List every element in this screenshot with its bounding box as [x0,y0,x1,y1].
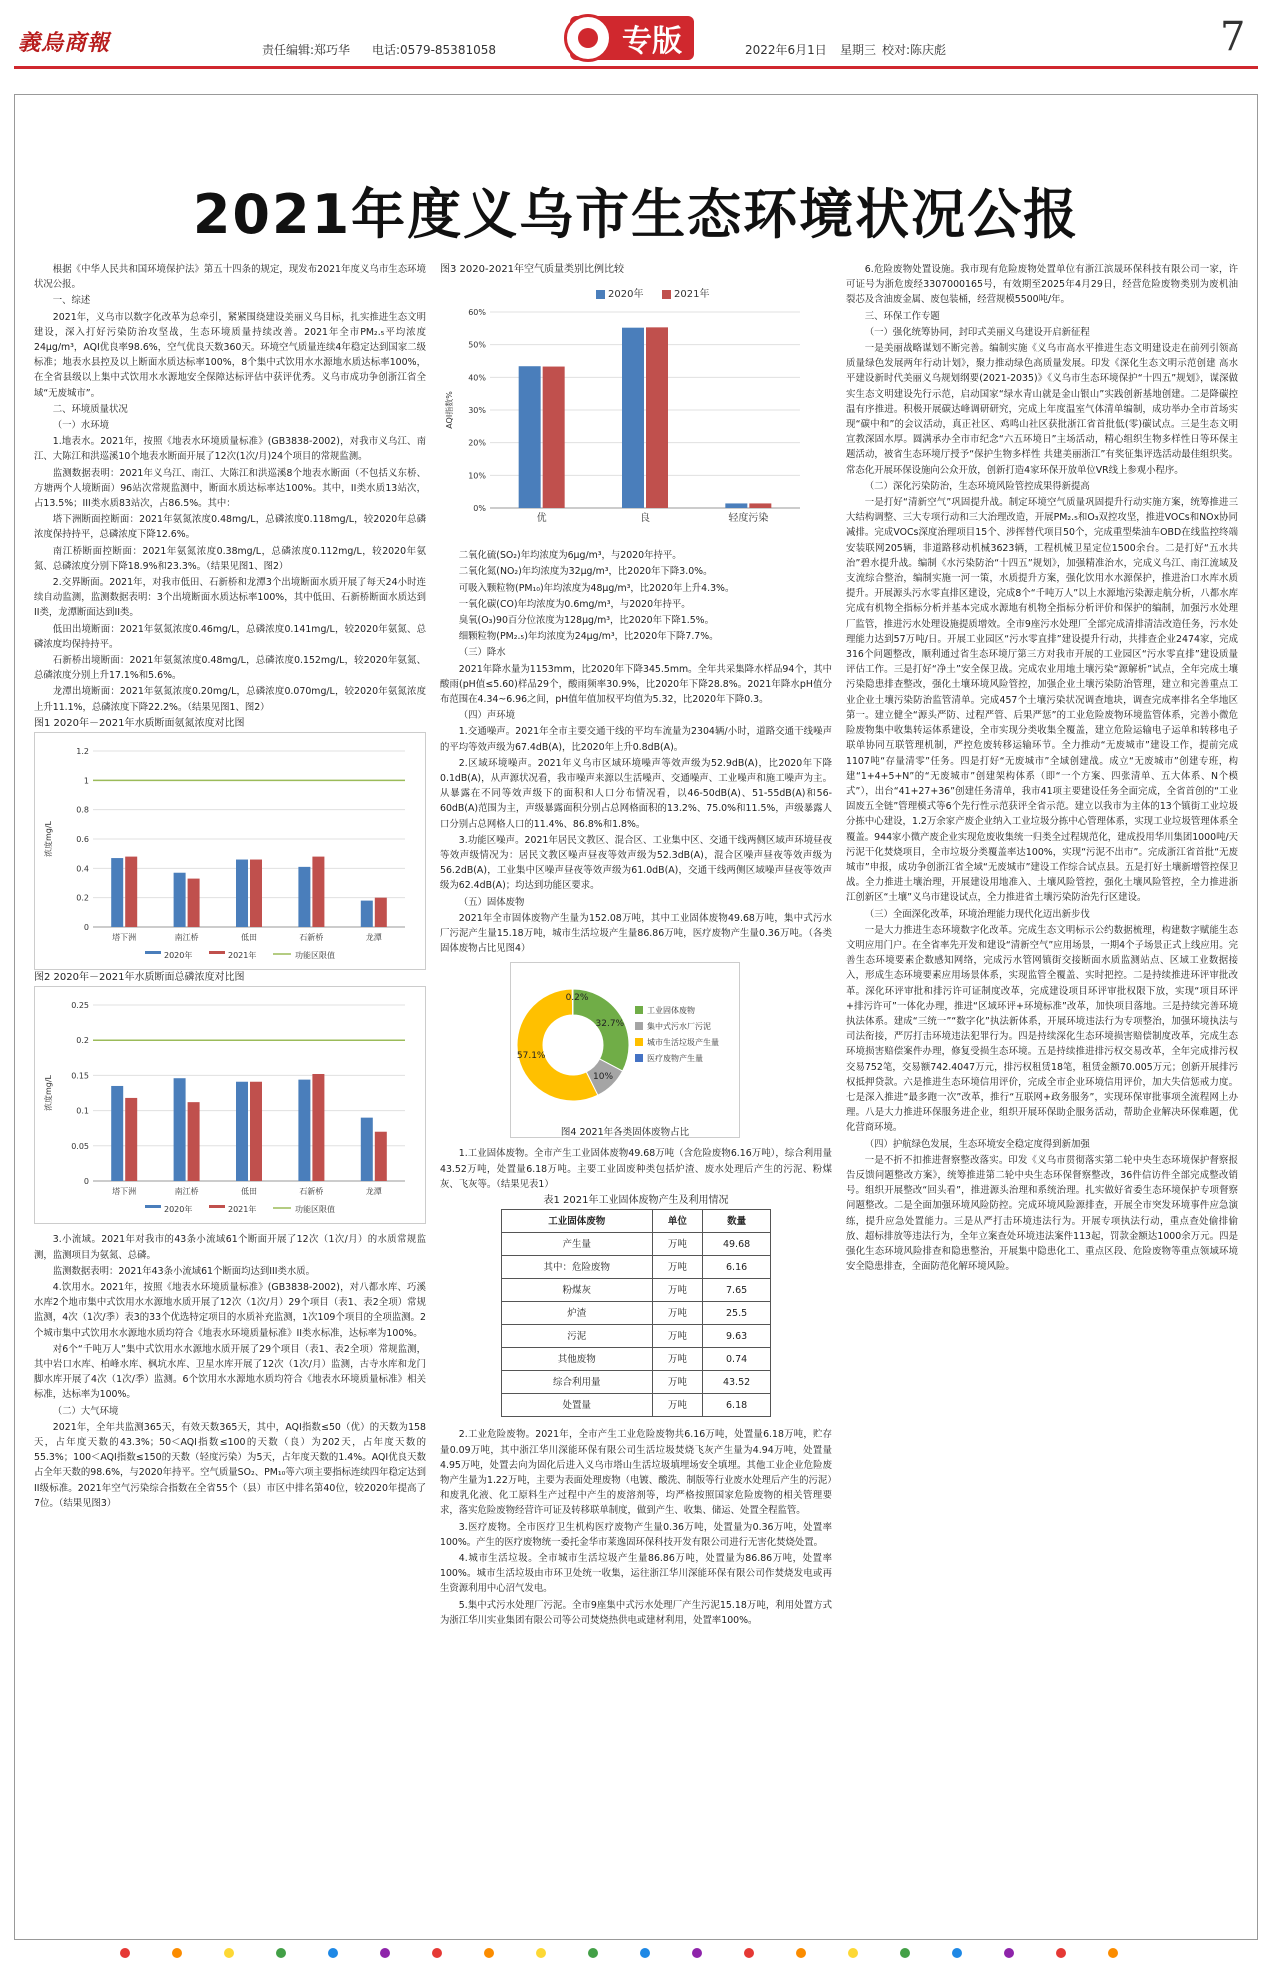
table-cell: 9.63 [703,1325,771,1348]
paragraph: 3.医疗废物。全市医疗卫生机构医疗废物产生量0.36万吨，处置量为0.36万吨，处置率100%。产生的医疗废物统一委托金华市莱逸固环保科技开发有限公司进行无害化焚烧处置。 [440,1521,832,1548]
x-tick-label: 龙潭 [365,933,382,943]
bar-2020 [111,1086,123,1181]
paragraph: 3.功能区噪声。2021年居民文教区、混合区、工业集中区、交通干线两侧区域声环境昼夜等效声级情况为：居民文教区噪声昼夜等效声级为52.3dB(A)，混合区噪声昼夜等效声级为56.2dB(A)，工业集中区噪声昼夜等效声级为61.0dB(A)，交通干线两侧区域噪声昼夜等效声级为62.4dB(A)；均达到功能区要求。 [440,834,832,892]
bar-2021 [375,1132,387,1181]
x-tick-label: 塔下洲 [112,933,137,943]
y-tick-label: 0% [473,504,486,514]
table-cell: 万吨 [652,1394,703,1417]
bar-2021 [125,1098,137,1181]
legend-swatch [662,290,671,299]
column-3 [846,262,1238,1275]
bar-2020 [174,873,186,927]
bar-2020 [236,860,248,927]
col3-paragraphs [846,262,1238,1274]
table-cell: 其中：危险废物 [502,1256,653,1279]
paragraph: 一是打好“清新空气”巩固提升战。制定环境空气质量巩固提升行动实施方案，统筹推进三大结构调整、三大专项行动和三大治理改造，开展PM₂.₅和O₃双控攻坚，推进VOCs和NOx协同减排。完成VOCs深度治理项目15个、涉挥替代项目50个，完成重型柴油车OBD在线监控终端安装联网205辆，非道路移动机械3623辆，工程机械卫星定位1500余台。二是打好“五水共治”碧水提升战。编制《水污染防治“十四五”规划》，加强精准治水，完成义乌江、南江流域及支流综合整治，编制实施一河一策，水质提升方案，强化饮用水水源保护，推进治口水库水质提升。开展源头污水零直排区建设，完成8个“千吨万人”以上水源地污染源走航分析，八都水库完成有机物全指标分析并基本完成水源地有机物全指标分析评价和保护的编制，加强污水处理厂监管，推进污水处理设施提质增效。全市9座污水处理厂全部完成清排清洁改造任务，污水处理能力达到57万吨/日。开展工业园区“污水零直排”建设提升行动，共排查企业2474家，完成316个问题整改，顺利通过省生态环境厅第三方对我市开展的工业园区“污水零直排”建设质量评估工作。三是打好“净土”安全保卫战。完成农业用地土壤污染“源解析”试点，全年完成土壤污染隐患排查整改，强化土壤环境风险管控，加强企业土壤污染防治管理，建立和完善重点工业企业土壤污染防治监管清单。完成457个土壤污染状况调查地块，调查完成率排名全华地区第一。建立健全“源头严防、过程严管、后果严惩”的工业危险废物环境监管体系，完善小微危险废物集中收集转运体系建设，全市实现分类收集全覆盖，建立危险运输电子运单和转移电子联单协同互联管理机制，严控危废转移运输环节。全力推动“无废城市”建设工作，提前完成1107吨“存量清零”任务。四是打好“无废城市”全域创建战。成立“无废城市”创建专班，构建“1+4+5+N”的“无废城市”创建架构体系（即“一个方案、四张清单、五大体系、N个模式”），出台“41+27+36”创建任务清单，我市41项主要建设任务全面完成，全省首创的“工业固废五全链”管理模式等6个先行性示范获评全省示范。建立以我市为主体的13个镇街工业垃圾分拣中心建设，1.2万余家产废企业纳入工业垃圾分拣中心管理体系，实现工业垃圾管理体系全覆盖。944家小微产废企业实现危废收集统一归类全过程规范化，建成投用华川集团1000吨/天污泥干化焚烧项目，全市垃圾分类覆盖率达100%，实现“污泥不出市”。完成浙江省首批“无废城市”申报，成功争创浙江省全域“无废城市”建设工作综合试点县。五是打好土壤新增管控保卫战。全力推进土壤治理，开展建设用地准入、土壤风险管控，强化土壤风险管控，全力推进浙江创新区“土壤”义乌市建设试点，全力推进省土壤污染防治先行区建设。 [846,497,1238,904]
footer-dot [120,1948,130,1958]
table-cell: 6.16 [703,1256,771,1279]
legend-swatch [635,1006,643,1014]
paragraph: 一是美丽战略谋划不断完善。编制实施《义乌市高水平推进生态文明建设走在前列引领高质量绿色发展两年行动计划》，聚力推动绿色高质量发展。印发《深化生态文明示范创建 高水平建设新时代美丽义乌规划纲要(2021-2035)》《义乌市生态环境保护“十四五”规划》，谋深做实生态文明建设先行示范，启动国家“绿水青山就是金山银山”实践创新基地创建。二是降碳控温有序推进。积极开展碳达峰调研研究，完成上年度温室气体清单编制，成功举办全市首场实现“碳中和”的会议活动，真正社区、鸡鸣山社区获批浙江省首批低(零)碳试点。三是生态文明宣教深固水厚。圆满承办全市市纪念“六五环境日”主场活动，精心组织生物多样性日等环保主题活动，被省生态环境厅授予“保护生物多样性 共建美丽浙江”有奖征集评选活动最佳组织奖。常态化开展环保设施向公众开放，创新打造4家环保开放单位VR线上参观小程序。 [846,343,1238,476]
paragraph: （五）固体废物 [458,896,525,908]
paragraph: 二氧化硫(SO₂)年均浓度为6μg/m³，与2020年持平。 [458,550,682,562]
table-row [502,1256,771,1279]
table-cell: 万吨 [652,1371,703,1394]
paragraph: 1.地表水。2021年，按照《地表水环境质量标准》(GB3838-2002)，对我市义乌江、南江、大陈江和洪巡溪10个地表水断面开展了12次(1次/月)24个项目的常规监测。 [34,436,426,463]
issue-date: 2022年6月1日 [745,43,827,57]
y-tick-label: 0 [83,923,89,933]
x-tick-label: 石新桥 [299,1187,324,1197]
table-row [502,1302,771,1325]
x-tick-label: 轻度污染 [728,513,769,525]
footer-dot [952,1948,962,1958]
paragraph: （一）强化统筹协同，封印式美丽义乌建设开启新征程 [864,326,1090,338]
y-tick-label: 0.2 [76,1036,89,1046]
y-tick-label: 0.25 [71,1001,89,1011]
table-header-cell: 工业固体废物 [502,1210,653,1233]
y-axis-label: AQI指数% [445,391,454,429]
y-tick-label: 0.4 [76,864,89,874]
paragraph: 3.小流域。2021年对我市的43条小流域61个断面开展了12次（1次/月）的水质常规监测，监测项目为氨氮、总磷。 [34,1234,426,1261]
paragraph: （三）全面深化改革，环境治理能力现代化迈出新步伐 [864,908,1090,920]
fig2-chart [34,986,426,1224]
fig3-caption: 图3 2020-2021年空气质量类别比例比较 [440,264,625,275]
legend-label: 2021年 [228,1205,257,1215]
table-body [502,1233,771,1417]
y-tick-label: 0.8 [76,805,89,815]
bar-2020 [361,1118,373,1181]
paragraph: 2.工业危险废物。2021年，全市产生工业危险废物共6.16万吨，处置量6.18万吨，贮存量0.09万吨，其中浙江华川深能环保有限公司生活垃圾焚烧飞灰产生量为4.94万吨，处置量4.95万吨，处置去向为固化后进入义乌市塔山生活垃圾填埋场安全填埋。其他工业企业危险废物产生量为1.22万吨，主要为表面处理废物（电镀、酸洗、制版等行业废水处理后产生的污泥）和废乳化液、化工原料生产过程中产生的废溶剂等，均严格按照国家危险废物的相关管理要求，落实危险废物经营许可证及转移联单制度，做到产生、收集、储运、处置全程监管。 [440,1429,832,1517]
paragraph: （二）大气环境 [52,1405,119,1417]
table-cell: 万吨 [652,1325,703,1348]
section-label: 专版 [622,24,682,59]
legend-swatch [209,1205,225,1208]
fig4-svg [511,963,739,1121]
footer-dot [588,1948,598,1958]
fig1-caption: 图1 2020年－2021年水质断面氨氮浓度对比图 [34,717,245,729]
proof-label: 校对:陈庆彪 [882,43,947,57]
table-cell: 0.74 [703,1348,771,1371]
newspaper-logo: 義烏商報 [18,30,111,56]
x-tick-label: 优 [536,513,547,525]
pie-value-label: 57.1% [516,1051,546,1062]
legend-swatch [596,290,605,299]
bar-2021 [188,879,200,927]
footer-dot [484,1948,494,1958]
y-tick-label: 0.05 [71,1142,89,1152]
paragraph: 根据《中华人民共和国环境保护法》第五十四条的规定，现发布2021年度义乌市生态环境状况公报。 [34,264,426,291]
footer-dot [432,1948,442,1958]
legend-label: 功能区限值 [295,951,335,961]
legend-swatch [635,1054,643,1062]
editor-label: 责任编辑:郑巧华 [262,43,351,57]
bar-2021 [749,504,771,509]
paragraph: 二、环境质量状况 [52,403,128,415]
y-tick-label: 0.2 [76,893,89,903]
page-number: 7 [1220,14,1246,60]
legend-label: 集中式污水厂污泥 [647,1022,711,1032]
footer-dot [848,1948,858,1958]
y-tick-label: 1.2 [76,747,89,757]
x-tick-label: 龙潭 [365,1187,382,1197]
y-tick-label: 20% [468,438,486,448]
table1-caption: 表1 2021年工业固体废物产生及利用情况 [543,1195,729,1207]
bar-2020 [298,1080,310,1181]
paragraph: 细颗粒物(PM₂.₅)年均浓度为24μg/m³，比2020年下降7.7%。 [458,631,719,643]
pie-value-label: 32.7% [595,1019,625,1030]
y-tick-label: 60% [468,308,486,318]
y-axis-label: 浓度mg/L [44,821,53,858]
paragraph: 监测数据表明：2021年义乌江、南江、大陈江和洪巡溪8个地表水断面（不包括义东桥、方塘两个人境断面）96站次常规监测中，断面水质达标率达100%。其中，II类水质13站次，占13.5%；III类水质83站次，占86.5%。其中： [34,467,426,510]
x-tick-label: 石新桥 [299,933,324,943]
paragraph: 2021年全市固体废物产生量为152.08万吨，其中工业固体废物49.68万吨，集中式污水厂污泥产生量15.18万吨，城市生活垃圾产生量86.86万吨，医疗废物产生量0.36万吨。（各类固体废物占比见图4） [440,912,832,955]
col1-paragraphs [34,262,426,715]
x-tick-label: 南江桥 [174,933,199,943]
paragraph: 对6个“千吨万人”集中式饮用水水源地水质开展了29个项目（表1、表2全项）常规监测，其中岩口水库、柏峰水库、枫坑水库、卫星水库开展了12次（1次/月）监测，古寺水库和龙门脚水库开展了4次（1次/季）监测。6个饮用水水源地水质均符合《地表水环境质量标准》相关标准，达标率为100%。 [34,1343,426,1401]
paragraph: 可吸入颗粒物(PM₁₀)年均浓度为48μg/m³，比2020年上升4.3%。 [458,582,735,594]
table-cell: 产生量 [502,1233,653,1256]
table-row [502,1394,771,1417]
table-header-row [502,1210,771,1233]
footer-dot [328,1948,338,1958]
bar-2021 [250,1082,262,1181]
bar-2021 [312,1074,324,1181]
legend-label: 2020年 [164,951,193,961]
legend-swatch [145,1205,161,1208]
fig1-chart [34,732,426,970]
table-cell: 其他废物 [502,1348,653,1371]
table-cell: 综合利用量 [502,1371,653,1394]
table-cell: 污泥 [502,1325,653,1348]
fig4-chart [510,962,740,1138]
table-cell: 炉渣 [502,1302,653,1325]
bar-2020 [361,901,373,927]
legend-swatch [635,1038,643,1046]
y-tick-label: 0.6 [76,835,89,845]
table-cell: 万吨 [652,1348,703,1371]
footer-dot [1004,1948,1014,1958]
fig1-svg [35,733,425,969]
x-tick-label: 塔下洲 [112,1187,137,1197]
bar-2021 [375,898,387,927]
paragraph: 1.工业固体废物。全市产生工业固体废物49.68万吨（含危险废物6.16万吨），综合利用量43.52万吨，处置量6.18万吨。主要工业固废种类包括炉渣、废水处理后产生的污泥、粉煤灰、飞灰等。（结果见表1） [440,1148,832,1190]
table-cell: 43.52 [703,1371,771,1394]
table-row [502,1233,771,1256]
legend-swatch [145,951,161,954]
article-title: 2021年度义乌市生态环境状况公报 [192,183,1080,246]
paragraph: 臭氧(O₃)90百分位浓度为128μg/m³，比2020年下降1.5%。 [458,615,714,627]
legend-label: 2021年 [228,951,257,961]
paragraph: （四）声环境 [458,710,516,722]
paragraph: 2021年，全年共监测365天，有效天数365天，其中，AQI指数≤50（优）的天数为158天，占年度天数的43.3%；50＜AQI指数≤100的天数（良）为202天，占年度天数的55.3%；100＜AQI指数≤150的天数（轻度污染）为5天，占年度天数的1.4%。AQI优良天数占全年天数的98.6%，与2020年持平。空气质量SO₂、PM₁₀等六项主要指标连续四年稳定达到II级标准。2021年空气污染综合指数在全省55个（县）市区中排名第40位，较2020年提高了7位。（结果见图3） [34,1421,426,1509]
legend-label: 2020年 [608,289,644,301]
paragraph: 南江桥断面控断面：2021年氨氮浓度0.38mg/L，总磷浓度0.112mg/L，较2020年氨氮、总磷浓度分别下降18.9%和23.3%。（结果见图1、图2） [34,545,426,572]
x-tick-label: 南江桥 [174,1187,199,1197]
x-tick-label: 低田 [241,1187,257,1197]
table-cell: 万吨 [652,1302,703,1325]
paragraph: 2021年降水量为1153mm，比2020年下降345.5mm。全年共采集降水样品94个，其中酸雨(pH值≤5.60)样品29个，酸雨频率30.9%，比2020年下降28.8%。2021年降水pH值分布范围在4.34~6.96之间，pH值年值加权平均值为5.32，比2020年下降0.3。 [440,663,832,706]
paragraph: 二氧化氮(NO₂)年均浓度为32μg/m³，比2020年下降3.0%。 [458,566,713,578]
col2-paragraphs-2 [440,1146,832,1192]
section-badge [570,16,694,60]
footer-dot [536,1948,546,1958]
bar-2020 [298,867,310,927]
y-tick-label: 10% [468,471,486,481]
legend-label: 功能区限值 [295,1205,335,1215]
legend-label: 城市生活垃圾产生量 [647,1038,719,1048]
page-header [0,0,1272,78]
paragraph: （四）护航绿色发展，生态环境安全稳定度得到新加强 [864,1138,1090,1150]
fig2-caption: 图2 2020年－2021年水质断面总磷浓度对比图 [34,972,245,984]
bar-2020 [236,1082,248,1181]
paragraph: 石新桥出境断面：2021年氨氮浓度0.48mg/L，总磷浓度0.152mg/L，较2020年氨氮、总磷浓度分别上升17.1%和5.6%。 [34,655,426,682]
paragraph: （二）深化污染防治，生态环境风险管控成果得新提高 [864,480,1090,492]
x-tick-label: 低田 [241,933,257,943]
table-cell: 万吨 [652,1233,703,1256]
paragraph: 低田出境断面：2021年氨氮浓度0.46mg/L，总磷浓度0.141mg/L，较2020年氨氮、总磷浓度均保持持平。 [34,623,426,650]
paragraph: 塔下洲断面控断面：2021年氨氮浓度0.48mg/L，总磷浓度0.118mg/L，较2020年总磷浓度保持持平，总磷浓度下降12.6%。 [34,514,426,541]
table-row [502,1279,771,1302]
y-tick-label: 0.15 [71,1071,89,1081]
bar-2020 [622,328,644,508]
header-rule [14,66,1258,69]
fig3-chart [440,278,832,542]
table-row [502,1371,771,1394]
legend-label: 医疗废物产生量 [647,1054,703,1064]
page-footer [0,1948,1272,1962]
bar-2021 [312,857,324,927]
bar-2021 [188,1102,200,1181]
col2-paragraphs-3 [440,1427,832,1628]
bar-2021 [646,328,668,509]
y-tick-label: 40% [468,373,486,383]
paragraph: 1.交通噪声。2021年全市主要交通干线的平均车流量为2304辆/小时，道路交通干线噪声的平均等效声级为67.4dB(A)，比2020年上升0.8dB(A)。 [440,726,832,753]
footer-dot [380,1948,390,1958]
table-cell: 处置量 [502,1394,653,1417]
paragraph: （三）降水 [458,647,506,659]
y-tick-label: 1 [83,776,89,786]
paragraph: 4.城市生活垃圾。全市城市生活垃圾产生量86.86万吨，处置量为86.86万吨，处置率100%。城市生活垃圾由市环卫处统一收集，运往浙江华川深能环保有限公司作焚烧发电或再生资源利用中心沼气发电。 [440,1552,832,1595]
column-1 [34,262,426,1512]
paragraph: 4.饮用水。2021年，按照《地表水环境质量标准》(GB3838-2002)，对八都水库、巧溪水库2个地市集中式饮用水水源地水质开展了12次（1次/月）29个项目（表1、表2全项）常规监测，4次（1次/季）表3的33个优选特定项目的水质补充监测，1次109个项目的全项监测。2个城市集中式饮用水水源地水质均符合《地表水环境质量标准》II类水标准，达标率为100%。 [34,1281,426,1339]
table1-wrapper [501,1209,771,1417]
table-header-cell: 数量 [703,1210,771,1233]
legend-label: 工业固体废物 [647,1006,695,1016]
paragraph: 监测数据表明：2021年43条小流域61个断面均达到III类水质。 [52,1265,316,1277]
paragraph: 2.区域环境噪声。2021年义乌市区域环境噪声等效声级为52.9dB(A)，比2020年下降0.1dB(A)，从声源状况看，我市噪声来源以生活噪声、交通噪声、工业噪声和施工噪声为主。从暴露在不同等效声级下的面积和人口分布情况看，以46-50dB(A)、51-55dB(A)和56-60dB(A)范围为主，声级暴露面积分别占总网格面积的13.2%、75.0%和11.5%，声级暴露人口分别占总网格人口的11.4%、86.8%和1.8%。 [440,757,832,830]
footer-dot [900,1948,910,1958]
phone-label: 电话:0579-85381058 [372,43,496,57]
y-tick-label: 30% [468,406,486,416]
legend-swatch [635,1022,643,1030]
table-cell: 25.5 [703,1302,771,1325]
y-tick-label: 50% [468,340,486,350]
col1-paragraphs-2 [34,1232,426,1511]
badge-icon [564,14,612,62]
footer-dot [692,1948,702,1958]
table-cell: 49.68 [703,1233,771,1256]
table-cell: 6.18 [703,1394,771,1417]
table1 [501,1209,771,1417]
paragraph: 一、综述 [52,295,91,307]
paragraph: 一氧化碳(CO)年均浓度为0.6mg/m³，与2020年持平。 [458,598,691,610]
paragraph: 6.危险废物处置设施。我市现有危险废物处置单位有浙江滨晟环保科技有限公司一家，许可证号为浙危废经3307000165号，有效期至2025年4月29日，经营危险废物类别为废机油裂芯及含油废金属、废包装桶，经营规模5500吨/年。 [846,264,1238,306]
bar-2020 [725,504,747,509]
footer-dot [1056,1948,1066,1958]
paragraph: （一）水环境 [52,420,110,432]
table-cell: 7.65 [703,1279,771,1302]
footer-dot [276,1948,286,1958]
legend-swatch [209,951,225,954]
footer-dot [744,1948,754,1958]
column-2 [440,262,832,1629]
bar-2020 [111,858,123,927]
table-cell: 万吨 [652,1256,703,1279]
table-cell: 万吨 [652,1279,703,1302]
footer-dot [224,1948,234,1958]
paragraph: 2.交界断面。2021年，对我市低田、石新桥和龙潭3个出境断面水质开展了每天24小时连续自动监测，监测数据表明：3个出境断面水质达标率100%，其中低田、石新桥断面水质达到II类，龙潭断面达到II类。 [34,577,426,619]
paragraph: 三、环保工作专题 [864,310,940,322]
legend-label: 2020年 [164,1205,193,1215]
bar-2020 [519,366,541,508]
table-cell: 粉煤灰 [502,1279,653,1302]
table-header-cell: 单位 [652,1210,703,1233]
legend-label: 2021年 [674,289,710,301]
bar-2021 [543,367,565,508]
footer-dot [172,1948,182,1958]
col2-paragraphs [440,548,832,956]
paragraph: 一是不折不扣推进督察整改落实。印发《义乌市贯彻落实第二轮中央生态环境保护督察报告反馈问题整改方案》，统筹推进第二轮中央生态环保督察整改，36件信访件全部完成整改销号。组织开展整改“回头看”，推进源头治理和系统治理。扎实做好省委生态环境保护专项督察问题整改。二是全面加强环境风险防控。完成环境风险源排查，开展全市突发环境事件应急演练，提升应急处置能力。三是从严打击环境违法行为。开展专项执法行动，重点查处偷排偷放、超标排放等违法行为，全年立案查处环境违法案件113起，罚款金额达1000余万元。四是强化生态环境风险排查和隐患整治，开展集中隐患化工、重点区段、危险废物等重点领域环境安全隐患排查，全面防范化解环境风险。 [846,1154,1238,1273]
pie-value-label: 10% [593,1072,614,1083]
paragraph: 5.集中式污水处理厂污泥。全市9座集中式污水处理厂产生污泥15.18万吨，利用处置方式为浙江华川实业集团有限公司等公司焚烧热供电或建材利用，处置率100%。 [440,1599,832,1626]
footer-dot [1108,1948,1118,1958]
footer-dot [796,1948,806,1958]
pie-value-label: 0.2% [565,993,589,1004]
bar-2021 [125,857,137,927]
paragraph: 一是大力推进生态环境数字化改革。完成生态文明标示公约数据梳理，构建数字赋能生态文明应用门户。在全省率先开发和建设“清新空气”应用场景，一期4个子场景正式上线应用。完善生态环境要素企数感知网络，完成污水管网镇街交接断面水质监测站点、区域工业数据接入，形成生态环境要素应用场景体系，实现监管全覆盖、实时把控。二是持续推进环评审批改革。深化环评审批和排污许可证制度改革，完成建设项目环评审批权限下放，实现“项目环评+排污许可”一体化办理，推进“区域环评+环境标准”改革，加快项目落地。三是持续完善环境执法体系。建成“三统一”“数字化”执法新体系，开展环境违法行为专项整治，加强环境执法与司法衔接，严厉打击环境违法犯罪行为。四是持续深化生态环境损害赔偿制度改革，完成生态环境损害赔偿案件办理，修复受损生态环境。五是持续推进排污权交易改革，全年完成排污权交易752笔，交易额742.4047万元，排污权租赁18笔，租赁金额70.005万元；创新开展排污权抵押贷款。六是推进生态环境信用评价，完成全市企业环境信用评价，加大失信惩戒力度。七是深入推进“最多跑一次”改革，推行“互联网+政务服务”，实现环保审批事项全流程网上办理。八是大力推进环保服务进企业，组织开展环保助企服务活动，帮助企业解决环保难题，优化营商环境。 [846,924,1238,1134]
bar-2021 [250,860,262,927]
y-axis-label: 浓度mg/L [44,1075,53,1112]
fig2-svg [35,987,425,1223]
bar-2020 [174,1079,186,1182]
x-tick-label: 良 [640,513,650,525]
paragraph: 2021年，义乌市以数字化改革为总牵引，紧紧围绕建设美丽义乌目标，扎实推进生态文明建设，深入打好污染防治攻坚战，生态环境质量持续改善。2021年全市PM₂.₅平均浓度24μg/m³，AQI优良率98.6%，空气优良天数360天。环境空气质量连续4年稳定达到国家二级标准；地表水县控及以上断面水质达标率100%，8个集中式饮用水水源地水质达标率100%，在全省县级以上集中式饮用水水源地安全保障达标评估中获评优秀。义乌市成功争创浙江省全域“无废城市”。 [34,311,426,399]
paragraph: 龙潭出境断面：2021年氨氮浓度0.20mg/L，总磷浓度0.070mg/L，较2020年氨氮浓度上升11.1%，总磷浓度下降22.2%。（结果见图1、图2） [34,686,426,713]
fig4-caption: 图4 2021年各类固体废物占比 [560,1126,690,1138]
footer-dot [640,1948,650,1958]
y-tick-label: 0 [83,1177,89,1187]
table-row [502,1325,771,1348]
issue-weekday: 星期三 [840,43,877,57]
y-tick-label: 0.1 [76,1106,89,1116]
table-row [502,1348,771,1371]
fig3-svg [440,278,832,542]
